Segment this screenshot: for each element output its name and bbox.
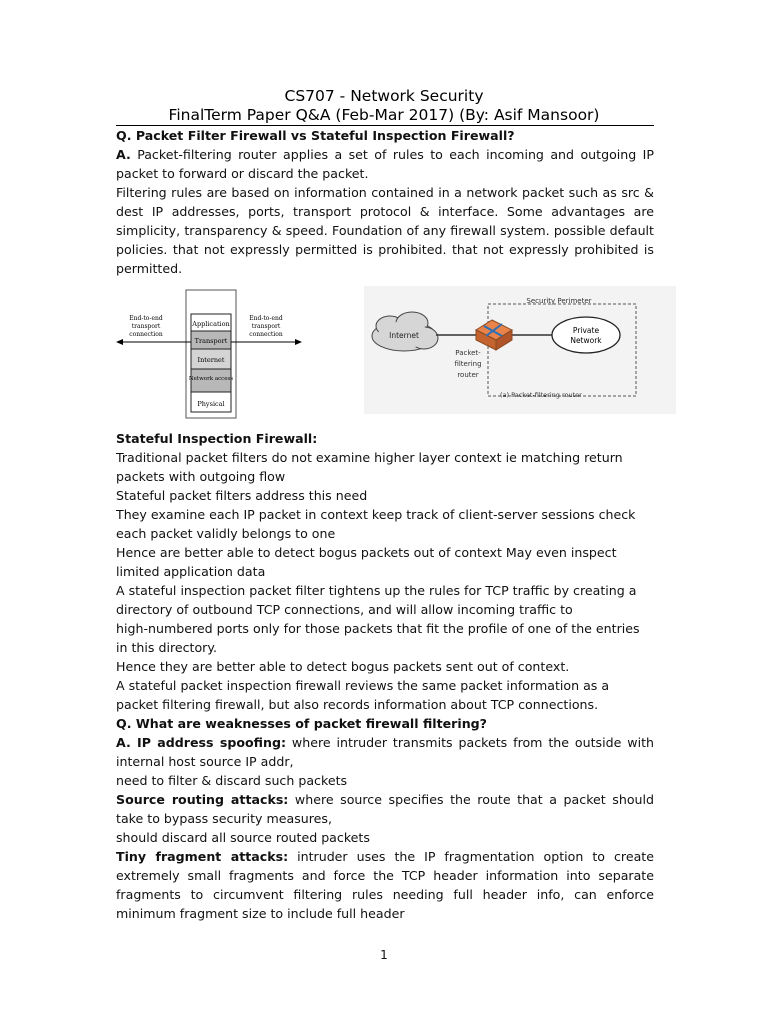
stateful-heading: Stateful Inspection Firewall: (116, 431, 318, 446)
stateful-section (116, 429, 654, 923)
stateful-line: A stateful packet inspection firewall reviews the same packet information as a (116, 678, 610, 693)
q2-question: Q. What are weaknesses of packet firewall filtering? (116, 716, 487, 731)
packet-filtering-router-figure (364, 286, 676, 414)
layer-transport: Transport (194, 337, 228, 345)
stateful-line: Hence are better able to detect bogus packets out of context May even inspect (116, 545, 617, 560)
stateful-line: in this directory. (116, 640, 218, 655)
stateful-line: A stateful inspection packet filter tightens up the rules for TCP traffic by creating a (116, 583, 637, 598)
private-network-label-line2: Network (570, 336, 602, 345)
left-label-line3: connection (129, 331, 163, 338)
stateful-line: high-numbered ports only for those packets that fit the profile of one of the entries (116, 621, 640, 636)
layer-network-access: Network access (188, 376, 234, 382)
layer-internet: Internet (197, 356, 225, 364)
ip-spoofing-label: A. IP address spoofing: (116, 735, 287, 750)
source-routing-text: where source specifies the route that a packet should take to bypass security measures, (116, 792, 655, 826)
router-label-line1: Packet- (455, 349, 481, 357)
left-label-line2: transport (131, 323, 161, 330)
source-routing-line2: should discard all source routed packets (116, 830, 370, 845)
stateful-line: Traditional packet filters do not examine higher layer context ie matching return (116, 450, 623, 465)
tiny-fragment-label: Tiny fragment attacks: (116, 849, 289, 864)
layer-application: Application (192, 320, 230, 328)
tiny-fragment-text: intruder uses the IP fragmentation option to create extremely small fragments and force the TCP header information into separate fragments to circumvent filtering rules needing full header info, can enforce minimum fragment size to include full header (116, 849, 654, 921)
ip-spoofing-text: where intruder transmits packets from the outside with internal host source IP addr, (116, 735, 654, 769)
internet-label: Internet (389, 331, 419, 340)
layer-physical: Physical (197, 400, 225, 408)
stateful-line: They examine each IP packet in context keep track of client-server sessions check (116, 507, 636, 522)
left-label-line1: End-to-end (129, 315, 163, 322)
q1-answer-label: A. (116, 147, 131, 162)
document-subtitle: FinalTerm Paper Q&A (Feb-Mar 2017) (By: Asif Mansoor) (168, 106, 600, 124)
q2-source-routing (116, 790, 654, 828)
router-label-line2: filtering (454, 360, 482, 368)
stateful-line: limited application data (116, 564, 266, 579)
private-network-label-line1: Private (572, 326, 600, 335)
page-number: 1 (380, 948, 388, 962)
stateful-line: packets with outgoing flow (116, 469, 286, 484)
security-perimeter-label: Security Perimeter (526, 297, 592, 305)
right-label-line2: transport (251, 323, 281, 330)
stateful-line: each packet validly belongs to one (116, 526, 336, 541)
q2-tiny-fragment (116, 847, 654, 923)
left-arrowhead (116, 339, 123, 345)
q1-answer-text: Packet-filtering router applies a set of rules to each incoming and outgoing IP packet to forward or discard the packet. (116, 147, 654, 181)
document-title: CS707 - Network Security (284, 87, 484, 105)
stateful-line: Hence they are better able to detect bogus packets sent out of context. (116, 659, 570, 674)
right-label-line3: connection (249, 331, 283, 338)
q2-ip-spoofing (116, 733, 654, 771)
q1-section (116, 126, 654, 278)
router-label-line3: router (457, 371, 479, 379)
ip-spoofing-line2: need to filter & discard such packets (116, 773, 348, 788)
stateful-line: directory of outbound TCP connections, and will allow incoming traffic to (116, 602, 573, 617)
stateful-line: packet filtering firewall, but also records information about TCP connections. (116, 697, 599, 712)
right-label-line1: End-to-end (249, 315, 283, 322)
q1-question: Q. Packet Filter Firewall vs Stateful Inspection Firewall? (116, 128, 515, 143)
right-arrowhead (295, 339, 302, 345)
private-network-ellipse (552, 317, 620, 353)
q1-paragraph-2: Filtering rules are based on information contained in a network packet such as src & dest IP addresses, ports, transport protocol & interface. Some advantages are simplicity, transparency & speed. Foundation of any firewall system. possible default policies. that not expressly permitted is prohibited. that not expressly prohibited is permitted. (116, 185, 654, 276)
source-routing-label: Source routing attacks: (116, 792, 289, 807)
figure-caption: (a) Packet-filtering router (500, 391, 582, 399)
stateful-line: Stateful packet filters address this need (116, 488, 368, 503)
q1-answer (116, 145, 654, 183)
protocol-stack-figure (114, 288, 304, 420)
